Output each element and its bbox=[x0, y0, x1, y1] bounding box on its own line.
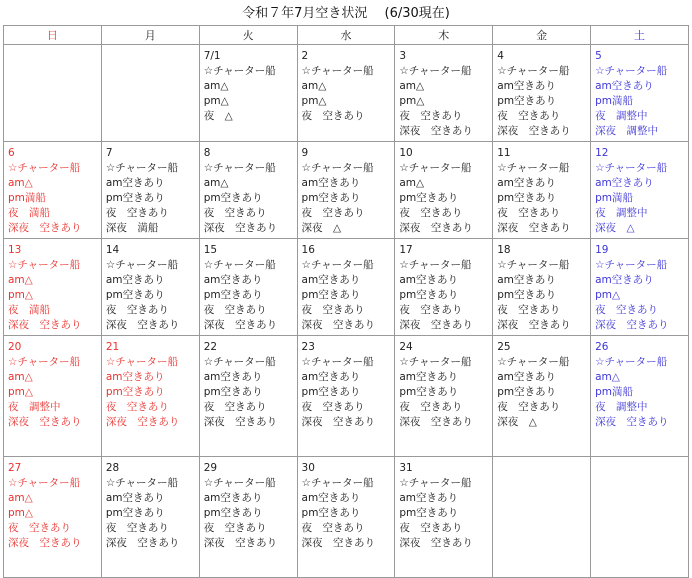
day-number: 10 bbox=[399, 147, 413, 159]
day-cell bbox=[591, 142, 689, 239]
availability-line: am空きあり bbox=[497, 274, 556, 286]
day-number: 19 bbox=[595, 244, 609, 256]
day-cell bbox=[199, 45, 297, 142]
availability-line: 深夜 空きあり bbox=[203, 416, 278, 428]
availability-line: pm空きあり bbox=[399, 507, 459, 519]
availability-line: 深夜 空きあり bbox=[203, 319, 278, 331]
availability-line: 夜 空きあり bbox=[203, 522, 267, 534]
availability-line: 深夜 △ bbox=[301, 222, 342, 234]
availability-line: ☆チャーター船 bbox=[8, 259, 81, 271]
availability-line: 深夜 空きあり bbox=[595, 416, 669, 428]
availability-line: pm空きあり bbox=[301, 192, 361, 204]
day-number: 21 bbox=[105, 341, 120, 353]
day-cell bbox=[297, 457, 395, 578]
day-number: 23 bbox=[301, 341, 315, 353]
day-cell bbox=[493, 336, 591, 457]
availability-line: 夜 調整中 bbox=[595, 110, 648, 122]
availability-line: 深夜 空きあり bbox=[399, 537, 473, 549]
availability-line: am空きあり bbox=[399, 274, 459, 286]
empty-day-cell bbox=[591, 457, 689, 578]
day-cell bbox=[199, 336, 297, 457]
availability-line: am△ bbox=[595, 371, 620, 383]
availability-line: ☆チャーター船 bbox=[399, 162, 472, 174]
availability-line: ☆チャーター船 bbox=[399, 356, 472, 368]
availability-line: am空きあり bbox=[301, 177, 361, 189]
availability-line: ☆チャーター船 bbox=[595, 65, 668, 77]
availability-line: pm空きあり bbox=[105, 386, 165, 398]
weekday-sun: 日 bbox=[4, 26, 102, 45]
day-number: 7/1 bbox=[203, 50, 221, 62]
day-cell bbox=[297, 239, 395, 336]
day-number: 18 bbox=[497, 244, 511, 256]
availability-line: 夜 空きあり bbox=[105, 207, 169, 219]
availability-line: 深夜 空きあり bbox=[301, 537, 376, 549]
availability-line: 夜 空きあり bbox=[203, 304, 267, 316]
availability-line: ☆チャーター船 bbox=[595, 162, 668, 174]
availability-line: am空きあり bbox=[497, 371, 556, 383]
availability-line: ☆チャーター船 bbox=[301, 162, 374, 174]
availability-line: am空きあり bbox=[301, 371, 361, 383]
day-number: 3 bbox=[399, 50, 407, 62]
day-number: 7 bbox=[105, 147, 113, 159]
weekday-fri: 金 bbox=[493, 26, 591, 45]
day-number: 14 bbox=[105, 244, 120, 256]
day-cell bbox=[101, 239, 199, 336]
availability-line: pm空きあり bbox=[301, 386, 361, 398]
availability-line: 夜 空きあり bbox=[497, 401, 561, 413]
availability-line: ☆チャーター船 bbox=[301, 65, 374, 77]
availability-line: 夜 空きあり bbox=[105, 304, 169, 316]
day-cell bbox=[395, 239, 493, 336]
availability-line: am空きあり bbox=[203, 371, 263, 383]
day-number: 29 bbox=[203, 462, 218, 474]
availability-line: 深夜 空きあり bbox=[399, 222, 473, 234]
day-cell bbox=[395, 142, 493, 239]
day-cell bbox=[101, 336, 199, 457]
availability-line: am空きあり bbox=[595, 80, 654, 92]
availability-line: 深夜 空きあり bbox=[203, 537, 278, 549]
availability-line: am空きあり bbox=[105, 371, 165, 383]
availability-line: am空きあり bbox=[105, 492, 165, 504]
availability-line: pm空きあり bbox=[105, 507, 165, 519]
availability-line: ☆チャーター船 bbox=[8, 356, 81, 368]
calendar-week-row bbox=[4, 45, 689, 142]
availability-line: 深夜 空きあり bbox=[105, 416, 180, 428]
day-number: 2 bbox=[301, 50, 309, 62]
availability-line: pm空きあり bbox=[301, 507, 361, 519]
availability-line: 深夜 空きあり bbox=[497, 222, 571, 234]
day-number: 22 bbox=[203, 341, 218, 353]
availability-line: 夜 空きあり bbox=[105, 401, 169, 413]
availability-line: ☆チャーター船 bbox=[105, 356, 178, 368]
availability-line: pm空きあり bbox=[105, 192, 165, 204]
weekday-header-row bbox=[4, 26, 689, 45]
availability-line: 夜 空きあり bbox=[497, 304, 561, 316]
availability-line: pm△ bbox=[8, 507, 33, 519]
page-title: 令和７年7月空き状況 (6/30現在) bbox=[242, 6, 450, 21]
availability-line: 夜 調整中 bbox=[8, 401, 61, 413]
empty-day-cell bbox=[4, 45, 102, 142]
availability-line: 夜 空きあり bbox=[301, 522, 365, 534]
availability-line: 深夜 空きあり bbox=[105, 537, 180, 549]
availability-line: ☆チャーター船 bbox=[595, 259, 668, 271]
availability-line: ☆チャーター船 bbox=[399, 65, 472, 77]
availability-line: pm空きあり bbox=[203, 289, 263, 301]
availability-line: am△ bbox=[399, 80, 425, 92]
calendar-week-row bbox=[4, 239, 689, 336]
availability-line: 深夜 空きあり bbox=[399, 125, 473, 137]
availability-line: 深夜 空きあり bbox=[497, 319, 571, 331]
day-number: 16 bbox=[301, 244, 315, 256]
availability-line: ☆チャーター船 bbox=[497, 259, 570, 271]
weekday-thu: 木 bbox=[395, 26, 493, 45]
calendar-week-row bbox=[4, 336, 689, 457]
availability-line: 深夜 空きあり bbox=[203, 222, 278, 234]
weekday-tue: 火 bbox=[199, 26, 297, 45]
weekday-mon: 月 bbox=[101, 26, 199, 45]
availability-line: 深夜 △ bbox=[595, 222, 635, 234]
availability-line: am空きあり bbox=[301, 274, 361, 286]
availability-line: 夜 空きあり bbox=[301, 110, 365, 122]
availability-line: am空きあり bbox=[595, 274, 654, 286]
availability-line: 夜 空きあり bbox=[399, 207, 463, 219]
availability-line: 深夜 空きあり bbox=[105, 319, 180, 331]
empty-day-cell bbox=[493, 457, 591, 578]
availability-line: ☆チャーター船 bbox=[105, 259, 178, 271]
availability-line: am空きあり bbox=[105, 274, 165, 286]
availability-line: 夜 空きあり bbox=[203, 207, 267, 219]
availability-line: ☆チャーター船 bbox=[105, 477, 178, 489]
availability-line: 夜 空きあり bbox=[8, 522, 71, 534]
availability-line: 夜 満船 bbox=[8, 304, 50, 316]
day-number: 26 bbox=[595, 341, 609, 353]
availability-line: am空きあり bbox=[399, 492, 459, 504]
day-cell bbox=[591, 239, 689, 336]
day-cell bbox=[395, 457, 493, 578]
day-cell bbox=[4, 457, 102, 578]
day-cell bbox=[493, 239, 591, 336]
day-number: 27 bbox=[8, 462, 22, 474]
day-number: 13 bbox=[8, 244, 22, 256]
day-cell bbox=[4, 142, 102, 239]
availability-line: ☆チャーター船 bbox=[203, 477, 276, 489]
day-cell bbox=[297, 142, 395, 239]
availability-line: am△ bbox=[8, 371, 33, 383]
availability-line: pm△ bbox=[203, 95, 229, 107]
availability-line: 夜 空きあり bbox=[399, 401, 463, 413]
availability-line: pm空きあり bbox=[203, 192, 263, 204]
day-cell bbox=[199, 142, 297, 239]
availability-line: am空きあり bbox=[497, 177, 556, 189]
availability-line: ☆チャーター船 bbox=[399, 477, 472, 489]
availability-line: ☆チャーター船 bbox=[203, 259, 276, 271]
calendar-week-row bbox=[4, 142, 689, 239]
availability-calendar bbox=[3, 25, 689, 578]
availability-line: am空きあり bbox=[105, 177, 165, 189]
availability-line: pm△ bbox=[8, 289, 33, 301]
day-number: 9 bbox=[301, 147, 309, 159]
availability-line: 夜 空きあり bbox=[301, 207, 365, 219]
availability-line: pm満船 bbox=[8, 192, 46, 204]
availability-line: 深夜 空きあり bbox=[8, 222, 82, 234]
day-cell bbox=[4, 239, 102, 336]
weekday-wed: 水 bbox=[297, 26, 395, 45]
availability-line: ☆チャーター船 bbox=[497, 162, 570, 174]
availability-line: am△ bbox=[8, 177, 33, 189]
availability-line: 深夜 空きあり bbox=[8, 416, 82, 428]
availability-line: ☆チャーター船 bbox=[8, 477, 81, 489]
availability-line: ☆チャーター船 bbox=[203, 356, 276, 368]
day-cell bbox=[101, 457, 199, 578]
empty-day-cell bbox=[101, 45, 199, 142]
availability-line: ☆チャーター船 bbox=[203, 162, 276, 174]
availability-line: 深夜 空きあり bbox=[8, 319, 82, 331]
availability-line: am△ bbox=[8, 274, 33, 286]
day-number: 4 bbox=[497, 50, 504, 62]
availability-line: am空きあり bbox=[399, 371, 459, 383]
availability-line: am△ bbox=[203, 177, 229, 189]
availability-line: 深夜 空きあり bbox=[497, 125, 571, 137]
availability-line: 夜 △ bbox=[203, 110, 233, 122]
availability-line: 夜 満船 bbox=[8, 207, 50, 219]
availability-line: 深夜 空きあり bbox=[399, 416, 473, 428]
day-number: 15 bbox=[203, 244, 218, 256]
availability-line: am△ bbox=[301, 80, 327, 92]
availability-line: 夜 空きあり bbox=[497, 207, 561, 219]
availability-line: ☆チャーター船 bbox=[301, 477, 374, 489]
availability-line: 夜 空きあり bbox=[301, 304, 365, 316]
day-number: 28 bbox=[105, 462, 120, 474]
day-cell bbox=[591, 45, 689, 142]
availability-line: 深夜 空きあり bbox=[8, 537, 82, 549]
availability-line: pm空きあり bbox=[497, 289, 557, 301]
day-cell bbox=[199, 457, 297, 578]
day-number: 25 bbox=[497, 341, 511, 353]
day-number: 12 bbox=[595, 147, 609, 159]
availability-line: am△ bbox=[399, 177, 425, 189]
availability-line: 深夜 満船 bbox=[105, 222, 159, 234]
availability-line: ☆チャーター船 bbox=[203, 65, 276, 77]
day-number: 8 bbox=[203, 147, 211, 159]
availability-line: pm空きあり bbox=[497, 192, 557, 204]
availability-line: pm満船 bbox=[595, 192, 633, 204]
availability-line: am空きあり bbox=[595, 177, 654, 189]
availability-line: pm空きあり bbox=[399, 192, 459, 204]
availability-line: ☆チャーター船 bbox=[8, 162, 81, 174]
day-cell bbox=[591, 336, 689, 457]
availability-line: pm空きあり bbox=[497, 95, 557, 107]
availability-line: pm空きあり bbox=[399, 386, 459, 398]
day-number: 31 bbox=[399, 462, 413, 474]
day-number: 17 bbox=[399, 244, 413, 256]
availability-line: 深夜 調整中 bbox=[595, 125, 659, 137]
availability-line: pm△ bbox=[595, 289, 621, 301]
availability-line: pm満船 bbox=[595, 95, 633, 107]
availability-line: pm空きあり bbox=[301, 289, 361, 301]
day-number: 11 bbox=[497, 147, 511, 159]
day-cell bbox=[297, 45, 395, 142]
day-cell bbox=[199, 239, 297, 336]
day-number: 30 bbox=[301, 462, 315, 474]
availability-line: 深夜 △ bbox=[497, 416, 537, 428]
availability-line: pm満船 bbox=[595, 386, 633, 398]
day-cell bbox=[493, 45, 591, 142]
weekday-sat: 土 bbox=[591, 26, 689, 45]
day-cell bbox=[4, 336, 102, 457]
day-number: 24 bbox=[399, 341, 413, 353]
availability-line: 夜 空きあり bbox=[595, 304, 659, 316]
availability-line: 夜 調整中 bbox=[595, 401, 648, 413]
calendar-week-row bbox=[4, 457, 689, 578]
availability-line: am空きあり bbox=[203, 492, 263, 504]
availability-line: ☆チャーター船 bbox=[301, 259, 374, 271]
availability-line: 深夜 空きあり bbox=[595, 319, 669, 331]
availability-line: ☆チャーター船 bbox=[497, 356, 570, 368]
availability-line: am空きあり bbox=[497, 80, 556, 92]
availability-line: 夜 調整中 bbox=[595, 207, 648, 219]
availability-line: 夜 空きあり bbox=[399, 110, 463, 122]
day-cell bbox=[395, 336, 493, 457]
availability-line: 夜 空きあり bbox=[399, 304, 463, 316]
day-cell bbox=[297, 336, 395, 457]
availability-line: pm空きあり bbox=[105, 289, 165, 301]
availability-line: 深夜 空きあり bbox=[301, 319, 376, 331]
availability-line: 夜 空きあり bbox=[105, 522, 169, 534]
availability-line: ☆チャーター船 bbox=[301, 356, 374, 368]
day-cell bbox=[493, 142, 591, 239]
day-number: 6 bbox=[8, 147, 15, 159]
availability-line: ☆チャーター船 bbox=[105, 162, 178, 174]
availability-line: 夜 空きあり bbox=[301, 401, 365, 413]
availability-line: am△ bbox=[8, 492, 33, 504]
day-cell bbox=[395, 45, 493, 142]
availability-line: ☆チャーター船 bbox=[399, 259, 472, 271]
availability-line: am空きあり bbox=[203, 274, 263, 286]
availability-line: pm△ bbox=[301, 95, 327, 107]
availability-line: pm空きあり bbox=[203, 386, 263, 398]
day-number: 20 bbox=[8, 341, 22, 353]
availability-line: ☆チャーター船 bbox=[595, 356, 668, 368]
availability-line: am空きあり bbox=[301, 492, 361, 504]
availability-line: 夜 空きあり bbox=[399, 522, 463, 534]
availability-line: am△ bbox=[203, 80, 229, 92]
availability-line: ☆チャーター船 bbox=[497, 65, 570, 77]
availability-line: 夜 空きあり bbox=[203, 401, 267, 413]
availability-line: 夜 空きあり bbox=[497, 110, 561, 122]
availability-line: pm△ bbox=[8, 386, 33, 398]
day-number: 5 bbox=[595, 50, 602, 62]
day-cell bbox=[101, 142, 199, 239]
availability-line: 深夜 空きあり bbox=[301, 416, 376, 428]
availability-line: pm空きあり bbox=[203, 507, 263, 519]
availability-line: pm空きあり bbox=[399, 289, 459, 301]
availability-line: pm空きあり bbox=[497, 386, 557, 398]
availability-line: 深夜 空きあり bbox=[399, 319, 473, 331]
availability-line: pm△ bbox=[399, 95, 425, 107]
